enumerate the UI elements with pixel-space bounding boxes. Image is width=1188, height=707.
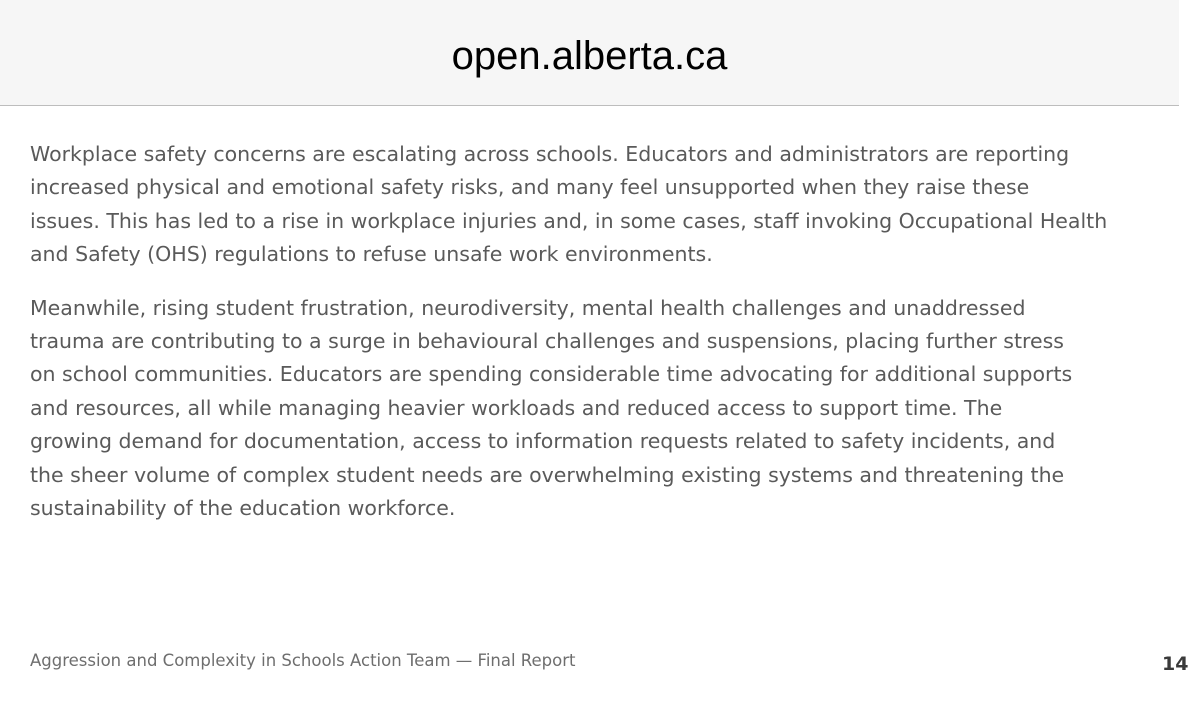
text-line: Meanwhile, rising student frustration, neurodiversity, mental health challenges and unaddressed (30, 295, 1026, 320)
text-line: issues. This has led to a rise in workplace injuries and, in some cases, staff invoking Occupational Health (30, 208, 1108, 233)
text-line: and resources, all while managing heavier workloads and reduced access to support time. The (30, 395, 1003, 420)
page-number: 14 (1162, 653, 1188, 675)
paragraph-workplace-safety (30, 138, 1175, 272)
text-line: the sheer volume of complex student needs are overwhelming existing systems and threatening the (30, 462, 1065, 487)
text-line: Workplace safety concerns are escalating across schools. Educators and administrators are reporting (30, 142, 1070, 166)
text-line: and Safety (OHS) regulations to refuse unsafe work environments. (30, 242, 713, 267)
text-line: growing demand for documentation, access to information requests related to safety incidents, and (30, 429, 1056, 454)
browser-address-bar[interactable] (0, 0, 1179, 106)
text-line: trauma are contributing to a surge in behavioural challenges and suspensions, placing further stress (30, 329, 1064, 354)
report-body (30, 138, 1175, 545)
text-line: sustainability of the education workforce. (30, 496, 456, 521)
footer-report-title: Aggression and Complexity in Schools Action Team — Final Report (30, 651, 576, 670)
text-line: increased physical and emotional safety risks, and many feel unsupported when they raise these (30, 175, 1030, 200)
text-line: on school communities. Educators are spending considerable time advocating for additional supports (30, 362, 1073, 387)
paragraph-student-challenges (30, 292, 1175, 526)
url-text[interactable]: open.alberta.ca (451, 34, 728, 78)
